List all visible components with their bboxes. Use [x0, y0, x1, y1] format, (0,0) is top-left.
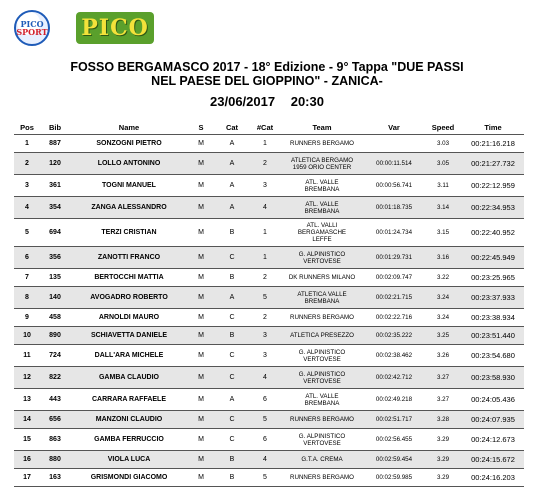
team-line: G. ALPINISTICO — [298, 370, 346, 378]
logo-text-pico: PICO — [20, 19, 44, 29]
row-name: SCHIAVETTA DANIELE — [70, 327, 188, 345]
row-name: SONZOGNI PIETRO — [70, 135, 188, 153]
row-team — [280, 327, 364, 345]
team-line: RUNNERS BERGAMO — [290, 474, 354, 481]
row-sex: M — [188, 345, 214, 367]
row-speed: 3.24 — [424, 287, 462, 309]
row-bib: 361 — [40, 175, 70, 197]
header-row — [14, 120, 524, 135]
row-var: 00:02:21.715 — [364, 287, 424, 309]
team-line: RUNNERS BERGAMO — [290, 416, 354, 423]
team-line: BREMBANA — [304, 297, 340, 305]
row-speed: 3.14 — [424, 197, 462, 219]
team-line: G. ALPINISTICO — [298, 432, 346, 440]
row-speed: 3.27 — [424, 389, 462, 411]
row-cat: A — [214, 197, 250, 219]
table-row — [14, 389, 524, 411]
row-cat: B — [214, 269, 250, 287]
row-sex: M — [188, 451, 214, 469]
col-pos: Pos — [14, 120, 40, 135]
title-line-2: NEL PAESE DEL GIOPPINO" - ZANICA- — [151, 74, 383, 88]
row-time: 00:21:27.732 — [462, 153, 524, 175]
row-team — [280, 247, 364, 269]
table-row — [14, 219, 524, 247]
row-bib: 140 — [40, 287, 70, 309]
row-bib: 724 — [40, 345, 70, 367]
table-row — [14, 411, 524, 429]
row-sex: M — [188, 367, 214, 389]
row-speed: 3.26 — [424, 345, 462, 367]
row-pos: 11 — [14, 345, 40, 367]
row-sex: M — [188, 135, 214, 153]
row-speed: 3.03 — [424, 135, 462, 153]
row-speed: 3.15 — [424, 219, 462, 247]
row-team — [280, 429, 364, 451]
team-line: ATL. VALLI — [306, 222, 338, 229]
row-sex: M — [188, 269, 214, 287]
row-sex: M — [188, 287, 214, 309]
row-cat-rank: 4 — [250, 451, 280, 469]
row-bib: 656 — [40, 411, 70, 429]
pico-logo-text: PICO — [81, 15, 149, 41]
team-line: ATL. VALLE — [305, 392, 339, 400]
row-var: 00:02:59.454 — [364, 451, 424, 469]
row-cat: C — [214, 247, 250, 269]
row-cat-rank: 3 — [250, 327, 280, 345]
row-speed: 3.29 — [424, 451, 462, 469]
table-row — [14, 451, 524, 469]
race-date: 23/06/2017 — [210, 94, 276, 109]
row-time: 00:22:12.959 — [462, 175, 524, 197]
team-line: VERTOVESE — [303, 377, 341, 385]
row-time: 00:24:05.436 — [462, 389, 524, 411]
row-speed: 3.11 — [424, 175, 462, 197]
row-time: 00:22:40.952 — [462, 219, 524, 247]
row-var: 00:00:56.741 — [364, 175, 424, 197]
row-bib: 694 — [40, 219, 70, 247]
row-bib: 163 — [40, 469, 70, 487]
race-time: 20:30 — [290, 94, 324, 109]
row-time: 00:23:37.933 — [462, 287, 524, 309]
row-cat-rank: 6 — [250, 389, 280, 411]
table-row — [14, 153, 524, 175]
row-name: BERTOCCHI MATTIA — [70, 269, 188, 287]
row-pos: 1 — [14, 135, 40, 153]
row-team — [280, 135, 364, 153]
row-speed: 3.28 — [424, 411, 462, 429]
row-speed: 3.16 — [424, 247, 462, 269]
row-bib: 890 — [40, 327, 70, 345]
col-var: Var — [364, 120, 424, 135]
row-sex: M — [188, 197, 214, 219]
pico-logo — [76, 12, 154, 44]
row-var: 00:00:11.514 — [364, 153, 424, 175]
table-row — [14, 197, 524, 219]
logos — [14, 10, 194, 50]
row-team — [280, 175, 364, 197]
team-line: ATLETICA PRESEZZO — [290, 332, 354, 339]
team-line: G.T.A. CREMA — [301, 456, 343, 463]
row-cat-rank: 4 — [250, 197, 280, 219]
team-line: DK RUNNERS MILANO — [288, 274, 356, 281]
row-cat-rank: 1 — [250, 247, 280, 269]
row-cat-rank: 5 — [250, 411, 280, 429]
row-pos: 10 — [14, 327, 40, 345]
row-bib: 880 — [40, 451, 70, 469]
row-team — [280, 411, 364, 429]
row-speed: 3.27 — [424, 367, 462, 389]
row-pos: 2 — [14, 153, 40, 175]
row-speed: 3.29 — [424, 429, 462, 451]
row-team — [280, 345, 364, 367]
row-var: 00:02:59.985 — [364, 469, 424, 487]
row-time: 00:21:16.218 — [462, 135, 524, 153]
row-pos: 9 — [14, 309, 40, 327]
row-bib: 135 — [40, 269, 70, 287]
row-cat: A — [214, 153, 250, 175]
row-cat: C — [214, 367, 250, 389]
table-row — [14, 469, 524, 487]
row-name: TERZI CRISTIAN — [70, 219, 188, 247]
row-name: AVOGADRO ROBERTO — [70, 287, 188, 309]
row-pos: 3 — [14, 175, 40, 197]
team-line: BERGAMASCHE — [297, 229, 347, 236]
row-var: 00:02:09.747 — [364, 269, 424, 287]
team-line: G. ALPINISTICO — [298, 348, 346, 356]
team-line: ATL. VALLE — [305, 178, 339, 186]
row-team — [280, 153, 364, 175]
row-name: GAMBA FERRUCCIO — [70, 429, 188, 451]
row-pos: 13 — [14, 389, 40, 411]
team-line: ATL. VALLE — [305, 200, 339, 208]
row-speed: 3.25 — [424, 327, 462, 345]
row-cat: C — [214, 309, 250, 327]
row-var: 00:02:42.712 — [364, 367, 424, 389]
col-speed: Speed — [424, 120, 462, 135]
pico-sport-logo — [14, 10, 50, 46]
row-cat-rank: 2 — [250, 153, 280, 175]
col-sex: S — [188, 120, 214, 135]
table-row — [14, 327, 524, 345]
row-cat: A — [214, 175, 250, 197]
row-sex: M — [188, 469, 214, 487]
col-time: Time — [462, 120, 524, 135]
row-cat-rank: 5 — [250, 469, 280, 487]
row-speed: 3.29 — [424, 469, 462, 487]
row-pos: 8 — [14, 287, 40, 309]
row-cat-rank: 3 — [250, 175, 280, 197]
team-line: RUNNERS BERGAMO — [290, 314, 354, 321]
team-line: BREMBANA — [304, 399, 340, 407]
row-speed: 3.05 — [424, 153, 462, 175]
row-cat: B — [214, 469, 250, 487]
row-var — [364, 135, 424, 153]
row-sex: M — [188, 389, 214, 411]
row-team — [280, 469, 364, 487]
col-name: Name — [70, 120, 188, 135]
row-pos: 7 — [14, 269, 40, 287]
row-team — [280, 367, 364, 389]
team-line: BREMBANA — [304, 185, 340, 193]
row-cat: A — [214, 389, 250, 411]
row-name: TOGNI MANUEL — [70, 175, 188, 197]
row-bib: 458 — [40, 309, 70, 327]
row-name: VIOLA LUCA — [70, 451, 188, 469]
row-sex: M — [188, 429, 214, 451]
row-pos: 6 — [14, 247, 40, 269]
row-cat-rank: 2 — [250, 309, 280, 327]
row-time: 00:24:07.935 — [462, 411, 524, 429]
row-name: GAMBA CLAUDIO — [70, 367, 188, 389]
row-sex: M — [188, 247, 214, 269]
row-cat-rank: 2 — [250, 269, 280, 287]
table-row — [14, 287, 524, 309]
row-team — [280, 219, 364, 247]
row-name: ZANOTTI FRANCO — [70, 247, 188, 269]
row-cat: C — [214, 345, 250, 367]
title-line-1: FOSSO BERGAMASCO 2017 - 18° Edizione - 9° Tappa "DUE PASSI — [70, 60, 464, 74]
row-sex: M — [188, 309, 214, 327]
team-line: VERTOVESE — [303, 257, 341, 265]
row-cat: B — [214, 451, 250, 469]
row-time: 00:22:34.953 — [462, 197, 524, 219]
row-team — [280, 287, 364, 309]
row-var: 00:01:24.734 — [364, 219, 424, 247]
row-pos: 5 — [14, 219, 40, 247]
row-team — [280, 451, 364, 469]
col-cat: Cat — [214, 120, 250, 135]
row-name: CARRARA RAFFAELE — [70, 389, 188, 411]
row-pos: 14 — [14, 411, 40, 429]
row-var: 00:01:29.731 — [364, 247, 424, 269]
table-row — [14, 345, 524, 367]
results-body — [14, 135, 524, 487]
row-cat-rank: 5 — [250, 287, 280, 309]
row-name: LOLLO ANTONINO — [70, 153, 188, 175]
row-bib: 354 — [40, 197, 70, 219]
row-time: 00:23:51.440 — [462, 327, 524, 345]
row-name: ZANGA ALESSANDRO — [70, 197, 188, 219]
row-time: 00:24:16.203 — [462, 469, 524, 487]
row-cat: C — [214, 411, 250, 429]
col-team: Team — [280, 120, 364, 135]
row-bib: 863 — [40, 429, 70, 451]
row-pos: 17 — [14, 469, 40, 487]
row-team — [280, 197, 364, 219]
row-pos: 12 — [14, 367, 40, 389]
team-line: 1959 ORIO CENTER — [292, 163, 352, 171]
team-line: G. ALPINISTICO — [298, 250, 346, 258]
row-pos: 15 — [14, 429, 40, 451]
col-bib: Bib — [40, 120, 70, 135]
row-bib: 120 — [40, 153, 70, 175]
row-time: 00:23:54.680 — [462, 345, 524, 367]
row-cat: A — [214, 287, 250, 309]
row-time: 00:24:12.673 — [462, 429, 524, 451]
row-cat-rank: 6 — [250, 429, 280, 451]
row-var: 00:02:38.462 — [364, 345, 424, 367]
table-row — [14, 367, 524, 389]
table-row — [14, 309, 524, 327]
row-cat: A — [214, 135, 250, 153]
row-time: 00:24:15.672 — [462, 451, 524, 469]
table-row — [14, 175, 524, 197]
row-pos: 4 — [14, 197, 40, 219]
team-line: ATLETICA VALLE — [297, 290, 347, 298]
row-cat: C — [214, 429, 250, 451]
row-cat-rank: 1 — [250, 219, 280, 247]
row-sex: M — [188, 175, 214, 197]
row-sex: M — [188, 411, 214, 429]
row-time: 00:22:45.949 — [462, 247, 524, 269]
results-table — [14, 120, 524, 487]
col-cat-rank: #Cat — [250, 120, 280, 135]
row-var: 00:02:22.716 — [364, 309, 424, 327]
row-name: GRISMONDI GIACOMO — [70, 469, 188, 487]
row-name: MANZONI CLAUDIO — [70, 411, 188, 429]
row-var: 00:02:56.455 — [364, 429, 424, 451]
row-team — [280, 309, 364, 327]
row-time: 00:23:58.930 — [462, 367, 524, 389]
logo-text-sport: SPORT — [16, 27, 48, 37]
team-line: ATLETICA BERGAMO — [290, 156, 354, 164]
row-time: 00:23:38.934 — [462, 309, 524, 327]
row-speed: 3.24 — [424, 309, 462, 327]
table-row — [14, 429, 524, 451]
row-sex: M — [188, 327, 214, 345]
row-var: 00:01:18.735 — [364, 197, 424, 219]
team-line: VERTOVESE — [303, 439, 341, 447]
row-sex: M — [188, 219, 214, 247]
row-team — [280, 389, 364, 411]
table-row — [14, 269, 524, 287]
row-speed: 3.22 — [424, 269, 462, 287]
row-bib: 822 — [40, 367, 70, 389]
team-line: BREMBANA — [304, 207, 340, 215]
row-var: 00:02:49.218 — [364, 389, 424, 411]
row-cat-rank: 1 — [250, 135, 280, 153]
row-name: ARNOLDI MAURO — [70, 309, 188, 327]
table-row — [14, 135, 524, 153]
row-time: 00:23:25.965 — [462, 269, 524, 287]
team-line: LEFFE — [312, 236, 332, 243]
row-name: DALL'ARA MICHELE — [70, 345, 188, 367]
table-row — [14, 247, 524, 269]
row-cat-rank: 3 — [250, 345, 280, 367]
row-cat: B — [214, 327, 250, 345]
row-var: 00:02:51.717 — [364, 411, 424, 429]
row-bib: 887 — [40, 135, 70, 153]
row-team — [280, 269, 364, 287]
row-sex: M — [188, 153, 214, 175]
team-line: VERTOVESE — [303, 355, 341, 363]
row-var: 00:02:35.222 — [364, 327, 424, 345]
row-bib: 356 — [40, 247, 70, 269]
row-cat-rank: 4 — [250, 367, 280, 389]
row-bib: 443 — [40, 389, 70, 411]
date-time — [0, 94, 534, 109]
row-pos: 16 — [14, 451, 40, 469]
team-line: RUNNERS BERGAMO — [290, 140, 354, 147]
row-cat: B — [214, 219, 250, 247]
